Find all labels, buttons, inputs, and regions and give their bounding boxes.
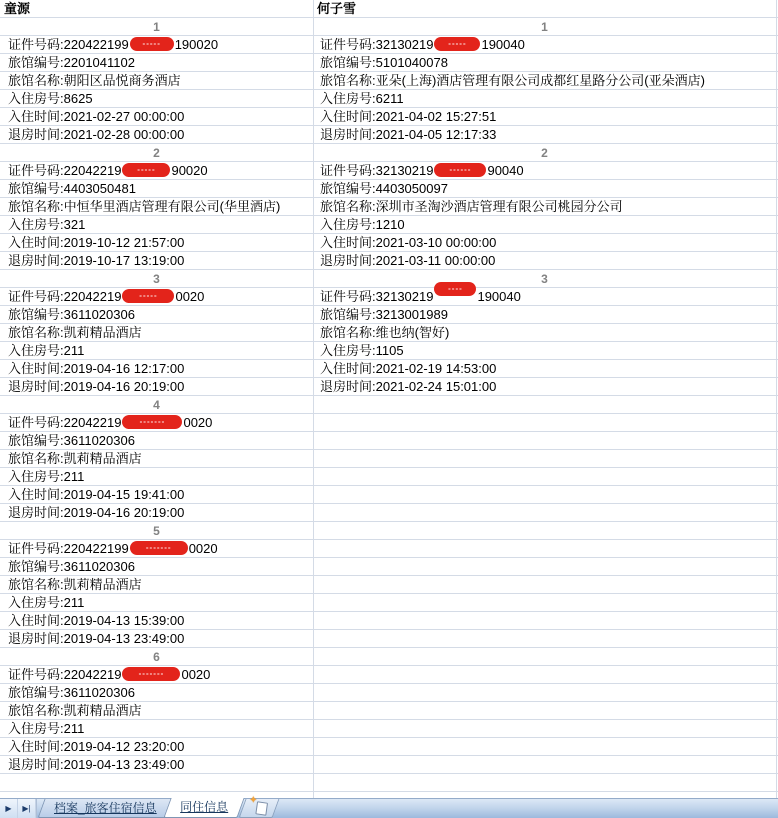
next-sheet-button[interactable]: ▶ (0, 799, 18, 818)
field-value: 2021-03-10 00:00:00 (375, 235, 497, 250)
id-suffix: 190040 (477, 289, 521, 304)
id-number-cell[interactable] (0, 414, 313, 432)
field-value: 朝阳区品悦商务酒店 (63, 73, 181, 88)
hotel-name-cell[interactable] (313, 72, 776, 90)
id-label: 证件号码: (8, 289, 64, 304)
hotel-number-cell[interactable] (0, 180, 313, 198)
field-label: 入住时间: (320, 235, 376, 250)
field-value: 2019-04-13 15:39:00 (63, 613, 185, 628)
field-value: 2021-02-27 00:00:00 (63, 109, 185, 124)
field-value: 4403050097 (375, 181, 448, 196)
hotel-number-cell[interactable] (313, 54, 776, 72)
checkin-time-cell[interactable] (313, 234, 776, 252)
hotel-number-cell[interactable] (0, 306, 313, 324)
room-number-cell[interactable] (313, 342, 776, 360)
field-label: 入住时间: (8, 109, 64, 124)
record-number-cell[interactable]: 1 (541, 20, 548, 34)
field-label: 旅馆编号: (320, 55, 376, 70)
field-value: 2021-02-19 14:53:00 (375, 361, 497, 376)
field-label: 旅馆编号: (8, 55, 64, 70)
field-label: 退房时间: (320, 253, 376, 268)
field-label: 旅馆名称: (8, 451, 64, 466)
field-label: 旅馆名称: (8, 199, 64, 214)
field-value: 1210 (375, 217, 405, 232)
insert-worksheet-button[interactable] (238, 795, 279, 818)
field-label: 退房时间: (320, 127, 376, 142)
field-label: 入住房号: (8, 217, 64, 232)
hotel-number-cell[interactable] (313, 180, 776, 198)
checkin-time-cell[interactable] (0, 234, 313, 252)
field-value: 5101040078 (375, 55, 448, 70)
room-number-cell[interactable] (0, 216, 313, 234)
field-label: 旅馆编号: (320, 307, 376, 322)
field-label: 旅馆名称: (8, 703, 64, 718)
field-value: 2021-03-11 00:00:00 (375, 253, 496, 268)
field-label: 旅馆编号: (8, 433, 64, 448)
tab-archive-guest-stay-info[interactable]: 档案_旅客住宿信息 (38, 799, 174, 818)
checkin-time-cell[interactable] (0, 360, 313, 378)
id-suffix: 90040 (487, 163, 524, 178)
id-suffix: 190040 (481, 37, 525, 52)
field-label: 退房时间: (8, 253, 64, 268)
record-number-cell[interactable]: 1 (153, 20, 160, 34)
column-person-2 (313, 0, 776, 798)
id-redaction-mark: ---- (434, 282, 476, 296)
field-label: 旅馆编号: (8, 181, 64, 196)
id-suffix: 90020 (171, 163, 208, 178)
field-label: 入住房号: (8, 343, 64, 358)
stay-record (313, 270, 776, 396)
field-label: 入住房号: (320, 91, 376, 106)
field-value: 6211 (375, 91, 404, 106)
field-value: 凯莉精品酒店 (63, 703, 142, 718)
record-number-cell[interactable]: 3 (153, 272, 160, 286)
field-label: 入住时间: (8, 613, 64, 628)
checkout-time-cell[interactable] (0, 756, 313, 774)
stay-record (0, 396, 313, 522)
field-label: 入住时间: (320, 109, 376, 124)
id-number-cell[interactable] (0, 36, 313, 54)
field-value: 2019-10-12 21:57:00 (63, 235, 185, 250)
id-number-cell[interactable] (0, 666, 313, 684)
person-name-header[interactable]: 童源 (4, 1, 31, 16)
id-prefix: 22042219 (63, 163, 122, 178)
tab-cohabit-info[interactable]: 同住信息 (163, 798, 244, 818)
field-value: 3213001989 (375, 307, 448, 322)
room-number-cell[interactable] (313, 216, 776, 234)
field-label: 旅馆名称: (8, 73, 64, 88)
records-list (0, 18, 313, 774)
id-number-cell[interactable] (313, 284, 776, 306)
stay-record (0, 648, 313, 774)
field-label: 旅馆名称: (8, 577, 64, 592)
checkout-time-cell[interactable] (313, 252, 776, 270)
checkout-time-cell[interactable] (313, 378, 776, 396)
hotel-name-cell[interactable] (0, 72, 313, 90)
hotel-name-cell[interactable] (0, 702, 313, 720)
checkout-time-cell[interactable] (0, 504, 313, 522)
checkin-time-cell[interactable] (313, 360, 776, 378)
hotel-number-cell[interactable] (0, 684, 313, 702)
id-prefix: 32130219 (375, 289, 434, 304)
checkout-time-cell[interactable] (0, 126, 313, 144)
stay-record (0, 144, 313, 270)
record-number-cell[interactable]: 2 (153, 146, 160, 160)
id-redaction-mark: ------- (122, 415, 182, 429)
id-number-cell[interactable] (0, 288, 313, 306)
id-redaction-mark: ------- (122, 667, 180, 681)
checkin-time-cell[interactable] (0, 486, 313, 504)
id-label: 证件号码: (8, 163, 64, 178)
room-number-cell[interactable] (0, 594, 313, 612)
id-number-cell[interactable] (313, 36, 776, 54)
room-number-cell[interactable] (0, 720, 313, 738)
id-suffix: 0020 (181, 667, 211, 682)
field-value: 2201041102 (63, 55, 135, 70)
field-value: 凯莉精品酒店 (63, 325, 142, 340)
room-number-cell[interactable] (0, 342, 313, 360)
field-label: 入住时间: (8, 487, 64, 502)
id-redaction-mark: ------- (130, 541, 188, 555)
sheet-tab-bar (0, 795, 778, 818)
id-label: 证件号码: (320, 289, 376, 304)
stay-record (0, 270, 313, 396)
id-prefix: 220422199 (63, 37, 129, 52)
field-label: 入住房号: (320, 343, 376, 358)
right-edge-gridline (776, 0, 777, 798)
field-value: 3611020306 (63, 307, 135, 322)
id-prefix: 22042219 (63, 289, 122, 304)
column-person-1 (0, 0, 313, 798)
field-value: 中恒华里酒店管理有限公司(华里酒店) (63, 199, 281, 214)
hotel-name-cell[interactable] (313, 324, 776, 342)
stay-record (313, 18, 776, 144)
field-value: 211 (63, 469, 85, 484)
field-label: 入住时间: (8, 235, 64, 250)
id-prefix: 32130219 (375, 163, 434, 178)
sheet-tabs (41, 795, 276, 818)
id-suffix: 190020 (174, 37, 219, 52)
checkout-time-cell[interactable] (313, 126, 776, 144)
id-number-cell[interactable] (0, 540, 313, 558)
field-label: 旅馆编号: (8, 559, 64, 574)
id-prefix: 32130219 (375, 37, 434, 52)
field-value: 211 (63, 721, 85, 736)
record-number-cell[interactable]: 2 (541, 146, 548, 160)
records-list (313, 18, 776, 396)
field-label: 退房时间: (320, 379, 376, 394)
id-number-cell[interactable] (0, 162, 313, 180)
hotel-name-cell[interactable] (0, 198, 313, 216)
field-value: 亚朵(上海)酒店管理有限公司成都红星路分公司(亚朵酒店) (375, 73, 705, 88)
record-number-cell[interactable]: 3 (541, 272, 548, 286)
id-number-cell[interactable] (313, 162, 776, 180)
id-label: 证件号码: (320, 163, 376, 178)
checkout-time-cell[interactable] (0, 252, 313, 270)
last-sheet-button[interactable]: ▶| (18, 799, 36, 818)
field-label: 退房时间: (8, 505, 64, 520)
field-value: 8625 (63, 91, 93, 106)
hotel-name-cell[interactable] (0, 324, 313, 342)
field-value: 3611020306 (63, 433, 135, 448)
field-value: 深圳市圣淘沙酒店管理有限公司桃园分公司 (375, 199, 623, 214)
insert-worksheet-icon: ✦ (251, 801, 267, 815)
stay-record (0, 18, 313, 144)
id-redaction-mark: ------ (434, 163, 486, 177)
field-value: 2021-04-02 15:27:51 (375, 109, 497, 124)
field-label: 旅馆名称: (8, 325, 64, 340)
id-redaction-mark: ----- (122, 163, 170, 177)
field-value: 2021-02-28 00:00:00 (63, 127, 185, 142)
hotel-number-cell[interactable] (0, 432, 313, 450)
record-number-cell[interactable]: 6 (153, 650, 160, 664)
field-value: 3611020306 (63, 559, 135, 574)
hotel-number-cell[interactable] (0, 558, 313, 576)
id-redaction-mark: ----- (122, 289, 174, 303)
field-value: 2021-04-05 12:17:33 (375, 127, 497, 142)
hotel-number-cell[interactable] (0, 54, 313, 72)
id-label: 证件号码: (8, 541, 64, 556)
field-value: 2019-04-16 20:19:00 (63, 505, 185, 520)
field-value: 2019-04-16 12:17:00 (63, 361, 185, 376)
field-value: 2019-04-13 23:49:00 (63, 631, 185, 646)
id-redaction-mark: ----- (130, 37, 174, 51)
id-suffix: 0020 (188, 541, 218, 556)
field-value: 2019-04-13 23:49:00 (63, 757, 185, 772)
field-value: 凯莉精品酒店 (63, 577, 142, 592)
id-prefix: 22042219 (63, 667, 122, 682)
hotel-name-cell[interactable] (313, 198, 776, 216)
checkout-time-cell[interactable] (0, 378, 313, 396)
room-number-cell[interactable] (0, 90, 313, 108)
field-value: 凯莉精品酒店 (63, 451, 142, 466)
checkin-time-cell[interactable] (313, 108, 776, 126)
field-value: 321 (63, 217, 86, 232)
record-number-cell[interactable]: 5 (153, 524, 160, 538)
stay-record (313, 144, 776, 270)
field-value: 2019-04-12 23:20:00 (63, 739, 185, 754)
field-label: 旅馆名称: (320, 325, 376, 340)
field-label: 旅馆名称: (320, 73, 376, 88)
field-label: 退房时间: (8, 127, 64, 142)
checkin-time-cell[interactable] (0, 108, 313, 126)
field-label: 入住房号: (8, 91, 64, 106)
id-suffix: 0020 (183, 415, 213, 430)
field-label: 旅馆编号: (8, 685, 64, 700)
field-value: 2021-02-24 15:01:00 (375, 379, 497, 394)
id-label: 证件号码: (8, 667, 64, 682)
field-value: 3611020306 (63, 685, 135, 700)
field-label: 退房时间: (8, 757, 64, 772)
room-number-cell[interactable] (0, 468, 313, 486)
stay-record (0, 522, 313, 648)
field-value: 4403050481 (63, 181, 136, 196)
field-label: 入住时间: (8, 361, 64, 376)
id-prefix: 22042219 (63, 415, 122, 430)
field-value: 2019-04-15 19:41:00 (63, 487, 185, 502)
hotel-name-cell[interactable] (0, 576, 313, 594)
field-label: 入住房号: (8, 469, 64, 484)
field-value: 1105 (375, 343, 404, 358)
field-label: 入住房号: (320, 217, 376, 232)
checkin-time-cell[interactable] (0, 612, 313, 630)
room-number-cell[interactable] (313, 90, 776, 108)
field-label: 入住房号: (8, 721, 64, 736)
field-value: 211 (63, 595, 85, 610)
field-value: 2019-10-17 13:19:00 (63, 253, 185, 268)
hotel-name-cell[interactable] (0, 450, 313, 468)
record-number-cell[interactable]: 4 (153, 398, 160, 412)
id-prefix: 220422199 (63, 541, 129, 556)
id-label: 证件号码: (8, 37, 64, 52)
id-suffix: 0020 (175, 289, 205, 304)
field-label: 入住时间: (320, 361, 376, 376)
id-label: 证件号码: (8, 415, 64, 430)
field-label: 退房时间: (8, 379, 64, 394)
field-label: 退房时间: (8, 631, 64, 646)
id-label: 证件号码: (320, 37, 376, 52)
hotel-number-cell[interactable] (313, 306, 776, 324)
checkin-time-cell[interactable] (0, 738, 313, 756)
checkout-time-cell[interactable] (0, 630, 313, 648)
sheet-nav-buttons (0, 799, 37, 818)
field-value: 2019-04-16 20:19:00 (63, 379, 185, 394)
field-value: 211 (63, 343, 85, 358)
field-label: 旅馆编号: (8, 307, 64, 322)
field-label: 入住时间: (8, 739, 64, 754)
field-label: 入住房号: (8, 595, 64, 610)
person-name-header[interactable]: 何子雪 (317, 1, 357, 16)
field-value: 维也纳(智好) (375, 325, 450, 340)
id-redaction-mark: ----- (434, 37, 480, 51)
field-label: 旅馆编号: (320, 181, 376, 196)
field-label: 旅馆名称: (320, 199, 376, 214)
